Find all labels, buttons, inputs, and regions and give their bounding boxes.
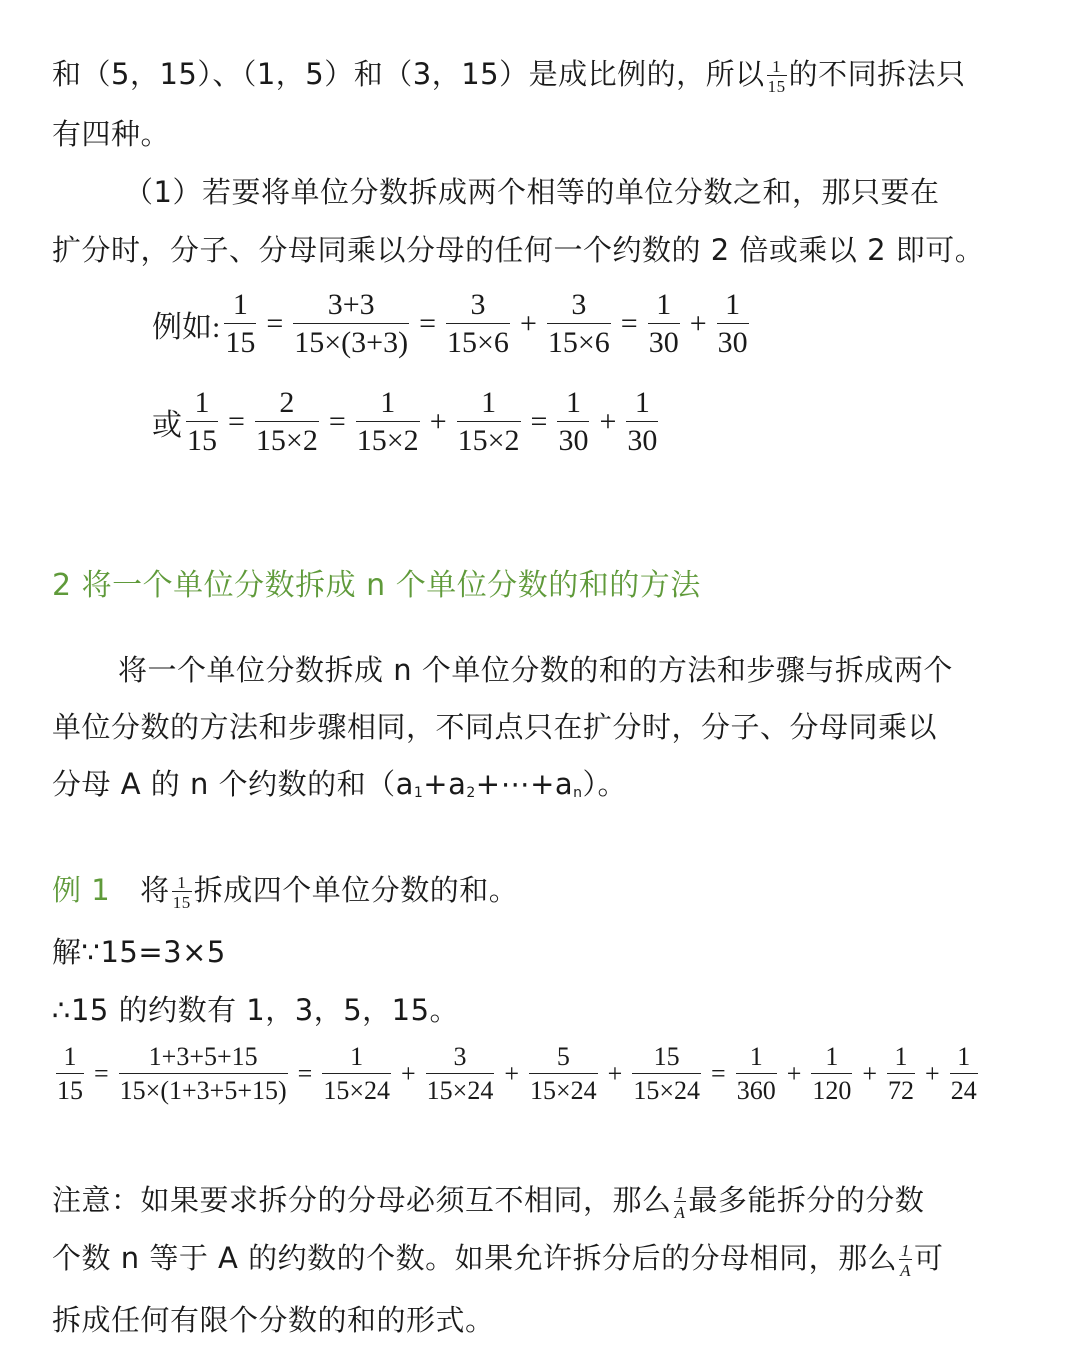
subscript: n bbox=[573, 785, 583, 801]
operator: + bbox=[504, 1059, 519, 1088]
fraction-term bbox=[446, 290, 510, 358]
note-text: 个数 n 等于 A 的约数的个数。如果允许拆分后的分母相同，那么 bbox=[52, 1241, 898, 1275]
note-line3: 拆成任何有限个分数的和的形式。 bbox=[52, 1303, 495, 1337]
fraction-term bbox=[736, 1044, 777, 1104]
operator: = bbox=[266, 307, 284, 340]
fraction-term bbox=[457, 388, 521, 456]
fraction-term bbox=[626, 388, 658, 456]
equation-example-3 bbox=[52, 1044, 982, 1104]
fraction-inline bbox=[172, 874, 192, 911]
fraction-numerator: 1 bbox=[565, 386, 581, 419]
operator: + bbox=[925, 1059, 940, 1088]
operator: + bbox=[607, 1059, 623, 1088]
fraction-denominator: 120 bbox=[811, 1073, 852, 1104]
fraction-numerator: 2 bbox=[279, 386, 295, 419]
fraction-denominator: 15×(3+3) bbox=[293, 323, 409, 358]
fraction-term bbox=[322, 1044, 391, 1104]
fraction-term bbox=[717, 290, 749, 358]
fraction-denominator: 15 bbox=[56, 1073, 84, 1104]
fraction-numerator: 1 bbox=[772, 56, 782, 76]
section2-line3 bbox=[52, 764, 627, 813]
fraction-term bbox=[950, 1044, 978, 1104]
fraction-numerator: 1 bbox=[177, 872, 187, 892]
fraction-term bbox=[426, 1044, 495, 1104]
operator: = bbox=[228, 405, 245, 438]
example1-line bbox=[52, 870, 518, 911]
solution-line1: 解∵15=3×5 bbox=[52, 935, 226, 969]
fraction-term bbox=[557, 388, 589, 456]
fraction-denominator: 15×6 bbox=[446, 323, 510, 358]
fraction-numerator: 1 bbox=[749, 1042, 763, 1071]
section2-text: 分母 A 的 n 个约数的和（a bbox=[52, 767, 414, 801]
operator: = bbox=[328, 405, 346, 438]
fraction-denominator: A bbox=[674, 1202, 686, 1222]
fraction-numerator: 1 bbox=[894, 1042, 908, 1071]
operator: + bbox=[429, 405, 447, 438]
example-text: 拆成四个单位分数的和。 bbox=[193, 873, 519, 907]
para1-text: 的不同拆法只 bbox=[788, 57, 966, 91]
operator: + bbox=[786, 1059, 802, 1088]
operator: = bbox=[94, 1059, 109, 1088]
fraction-term bbox=[186, 388, 218, 456]
fraction-numerator: 1 bbox=[481, 386, 497, 419]
fraction-numerator: 1 bbox=[380, 386, 396, 419]
fraction-term bbox=[547, 290, 611, 358]
fraction-term bbox=[293, 290, 409, 358]
fraction-numerator: 3 bbox=[453, 1042, 467, 1071]
fraction-numerator: 1 bbox=[634, 386, 650, 419]
fraction-inline bbox=[674, 1184, 687, 1221]
operator: = bbox=[530, 405, 548, 438]
section2-text: +a bbox=[423, 767, 467, 801]
fraction-inline bbox=[767, 58, 787, 95]
fraction-numerator: 3+3 bbox=[327, 288, 375, 321]
operator: = bbox=[711, 1059, 726, 1088]
fraction-denominator: 15×(1+3+5+15) bbox=[119, 1073, 288, 1104]
operator: = bbox=[419, 307, 437, 340]
fraction-numerator: 3 bbox=[571, 288, 587, 321]
fraction-term bbox=[224, 290, 256, 358]
fraction-denominator: 15×2 bbox=[356, 421, 420, 456]
fraction-term bbox=[56, 1044, 84, 1104]
operator: + bbox=[400, 1059, 416, 1088]
fraction-denominator: 15 bbox=[172, 892, 191, 912]
fraction-term bbox=[811, 1044, 852, 1104]
section2-text: ）。 bbox=[582, 767, 628, 801]
section-heading: 2 将一个单位分数拆成 n 个单位分数的和的方法 bbox=[52, 568, 701, 603]
fraction-term bbox=[529, 1044, 598, 1104]
fraction-numerator: 1 bbox=[901, 1240, 911, 1260]
note-line2 bbox=[52, 1238, 944, 1279]
operator: = bbox=[297, 1059, 313, 1088]
note-text: 最多能拆分的分数 bbox=[688, 1183, 925, 1217]
note-line1 bbox=[52, 1180, 924, 1221]
note-text: 注意：如果要求拆分的分母必须互不相同，那么 bbox=[52, 1183, 672, 1217]
fraction-numerator: 1 bbox=[232, 288, 248, 321]
fraction-numerator: 1 bbox=[957, 1042, 971, 1071]
section2-line2: 单位分数的方法和步骤相同，不同点只在扩分时，分子、分母同乘以 bbox=[52, 710, 938, 744]
subscript: 2 bbox=[466, 785, 476, 801]
subscript: 1 bbox=[413, 785, 424, 801]
fraction-denominator: 15×6 bbox=[547, 323, 611, 358]
fraction-denominator: 360 bbox=[736, 1073, 777, 1104]
section2-text: +⋯+a bbox=[475, 767, 574, 801]
fraction-denominator: 30 bbox=[648, 323, 680, 358]
solution-line2: ∴15 的约数有 1，3，5，15。 bbox=[52, 993, 460, 1027]
operator: + bbox=[862, 1059, 878, 1088]
fraction-term bbox=[632, 1044, 701, 1104]
fraction-term bbox=[255, 388, 319, 456]
fraction-denominator: 15 bbox=[224, 323, 256, 358]
para1-text: 和（5，15）、（1，5）和（3，15）是成比例的，所以 bbox=[52, 57, 765, 91]
fraction-term bbox=[887, 1044, 915, 1104]
fraction-numerator: 1 bbox=[63, 1042, 77, 1071]
fraction-denominator: 24 bbox=[950, 1073, 978, 1104]
fraction-numerator: 5 bbox=[556, 1042, 570, 1071]
fraction-denominator: 30 bbox=[626, 421, 658, 456]
fraction-denominator: 72 bbox=[887, 1073, 915, 1104]
equation-example-1 bbox=[152, 290, 753, 358]
fraction-numerator: 15 bbox=[653, 1042, 680, 1071]
equation-label: 或 bbox=[152, 409, 182, 442]
fraction-term bbox=[648, 290, 680, 358]
fraction-numerator: 1+3+5+15 bbox=[148, 1042, 258, 1071]
fraction-denominator: 15×24 bbox=[322, 1073, 391, 1104]
equation-example-2 bbox=[152, 388, 662, 456]
fraction-denominator: 15 bbox=[767, 76, 786, 96]
fraction-denominator: 15 bbox=[186, 421, 218, 456]
section2-line1: 将一个单位分数拆成 n 个单位分数的和的方法和步骤与拆成两个 bbox=[118, 653, 953, 687]
para1-line1 bbox=[52, 54, 966, 95]
fraction-denominator: 15×2 bbox=[457, 421, 521, 456]
fraction-denominator: 30 bbox=[557, 421, 589, 456]
operator: = bbox=[620, 307, 638, 340]
para2-line1: （1）若要将单位分数拆成两个相等的单位分数之和，那只要在 bbox=[124, 175, 940, 209]
fraction-denominator: A bbox=[900, 1260, 911, 1280]
equation-label: 例如: bbox=[152, 311, 221, 344]
fraction-numerator: 1 bbox=[725, 288, 741, 321]
fraction-numerator: 1 bbox=[194, 386, 210, 419]
para1-line2: 有四种。 bbox=[52, 117, 171, 151]
para2-line2: 扩分时，分子、分母同乘以分母的任何一个约数的 2 倍或乘以 2 即可。 bbox=[52, 233, 985, 267]
fraction-numerator: 1 bbox=[656, 288, 672, 321]
fraction-denominator: 15×24 bbox=[426, 1073, 495, 1104]
fraction-numerator: 1 bbox=[350, 1042, 364, 1071]
fraction-term bbox=[119, 1044, 288, 1104]
fraction-numerator: 3 bbox=[470, 288, 486, 321]
fraction-denominator: 30 bbox=[717, 323, 749, 358]
fraction-numerator: 1 bbox=[825, 1042, 839, 1071]
fraction-numerator: 1 bbox=[675, 1182, 685, 1202]
fraction-term bbox=[356, 388, 420, 456]
fraction-denominator: 15×24 bbox=[529, 1073, 598, 1104]
example-text: 将 bbox=[140, 873, 170, 907]
operator: + bbox=[519, 307, 537, 340]
fraction-denominator: 15×2 bbox=[255, 421, 319, 456]
operator: + bbox=[689, 307, 707, 340]
note-text: 可 bbox=[913, 1241, 944, 1275]
fraction-denominator: 15×24 bbox=[632, 1073, 701, 1104]
fraction-inline bbox=[899, 1242, 912, 1279]
example-label: 例 1 bbox=[52, 873, 111, 907]
operator: + bbox=[599, 405, 617, 438]
